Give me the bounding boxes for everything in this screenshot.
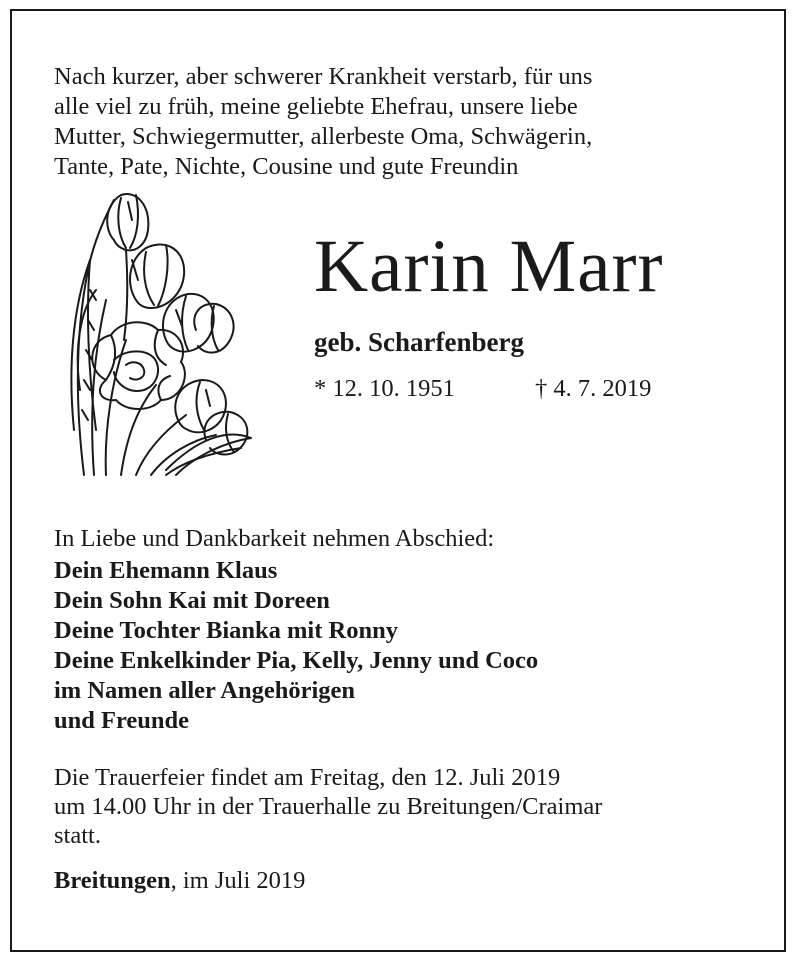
mourner-line: Dein Sohn Kai mit Doreen (54, 587, 330, 614)
mourner-line: Deine Tochter Bianka mit Ronny (54, 617, 398, 644)
mourner-line: und Freunde (54, 707, 190, 734)
place-date (54, 866, 305, 896)
farewell-intro: In Liebe und Dankbarkeit nehmen Abschied: (54, 525, 495, 552)
mourner-line: Deine Enkelkinder Pia, Kelly, Jenny und Coco (54, 647, 539, 674)
mourner-line: im Namen aller Angehörigen (54, 677, 356, 704)
intro-text: Nach kurzer, aber schwerer Krankheit verstarb, für uns alle viel zu früh, meine geliebte Ehefrau, unsere liebe Mutter, Schwiegermutter, allerbeste Oma, Schwägerin, Tante, Pate, Nichte, Cousine und gute Freundin (54, 63, 593, 180)
place-date-text: , im Juli 2019 (170, 867, 306, 894)
service-info: Die Trauerfeier findet am Freitag, den 12. Juli 2019 um 14.00 Uhr in der Trauerhalle zu Breitungen/Craimar statt. (54, 764, 603, 849)
mourner-line: Dein Ehemann Klaus (54, 557, 278, 584)
tulips-illustration-icon (66, 190, 256, 480)
death-date: † 4. 7. 2019 (535, 375, 652, 402)
maiden-name: geb. Scharfenberg (314, 327, 524, 357)
mourners-list (54, 556, 538, 736)
deceased-name: Karin Marr (314, 225, 664, 308)
place-town: Breitungen (54, 867, 171, 894)
birth-date: * 12. 10. 1951 (314, 375, 455, 402)
